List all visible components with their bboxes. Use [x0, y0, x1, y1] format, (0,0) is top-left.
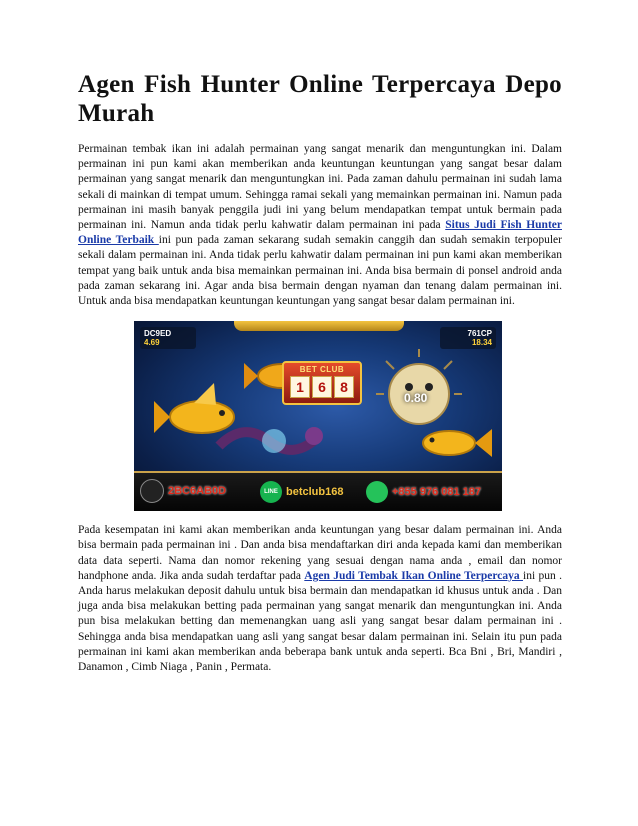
bet-club-digit: 8 [334, 376, 354, 398]
player-right-points: 18.34 [471, 338, 492, 348]
player-right-code: 761CP [467, 329, 492, 339]
contact-bar [134, 471, 502, 511]
bet-club-logo [282, 361, 362, 405]
player-right-hud [440, 327, 496, 349]
whatsapp-icon [366, 481, 388, 503]
situs-judi-fish-hunter-link[interactable]: Situs Judi Fish Hunter Online Terbaik [78, 219, 562, 247]
whatsapp-number: +855 976 081 187 [392, 486, 482, 499]
line-contact [260, 481, 343, 503]
bbm-contact [140, 479, 226, 503]
whatsapp-contact [366, 481, 481, 503]
player-left-code: DC9ED [144, 329, 172, 339]
bet-club-digits [284, 376, 360, 398]
bet-club-digit: 1 [290, 376, 310, 398]
right-gold-fish-icon [414, 421, 494, 466]
bet-club-title: BET CLUB [299, 365, 345, 375]
top-ribbon [234, 321, 404, 331]
player-left-hud [140, 327, 196, 349]
intro-paragraph [78, 142, 562, 309]
game-screenshot-image [134, 321, 502, 511]
intro-text-before-link: Permainan tembak ikan ini adalah permainan yang sangat menarik dan menguntungkan ini. Dalam permainan ini pun kami akan memberikan anda keuntungan keuntungan yang sangat besar dalam permainan yang sangat menarik dan menguntungkan ini. Pada zaman dahulu permainan ini sudah lama sekali di mainkan di tempat umum. Sehingga ramai sekali yang memainkan permainan ini. Namun pada permainan ini masih banyak penggila judi ini yang belum mendapatkan tempat untuk bermain pada permainan ini. Namun anda tidak perlu kahwatir dalam permainan ini pada [78, 143, 562, 232]
bet-club-digit: 6 [312, 376, 332, 398]
page-title: Agen Fish Hunter Online Terpercaya Depo Murah [78, 71, 562, 127]
intro-text-after-link: ini pun pada zaman sekarang sudah semakin canggih dan sudah semakin terpopuler sekali dalam permainan ini. Anda tidak perlu kahwatir dalam permainan ini pun kami akan memberikan tempat yang baik untuk anda bisa memainkan permainan ini. Anda bisa bermain di ponsel android anda pada zaman sekarang ini. Agar anda bisa bermain dengan nyaman dan tenang dalam permainan ini. Untuk anda bisa mendapatkan keuntungan keuntungan yang sangat besar dalam permainan ini. [78, 234, 562, 308]
line-app-icon: LINE [260, 481, 282, 503]
agen-judi-tembak-ikan-link[interactable]: Agen Judi Tembak Ikan Online Terpercaya [304, 569, 524, 582]
document-page [78, 70, 562, 675]
dragon-creature-icon [214, 416, 324, 466]
blackberry-messenger-icon [140, 479, 164, 503]
multiplier-value: 0.80 [404, 391, 428, 406]
player-left-points: 4.69 [144, 338, 160, 348]
bbm-pin: 2BC6AB0D [168, 485, 227, 498]
line-id: betclub168 [286, 486, 344, 499]
registration-paragraph [78, 523, 562, 675]
registration-text-after-link: ini pun . Anda harus melakukan deposit dahulu untuk bisa bermain dan mendapatkan id khusus untuk anda . Dan juga anda bisa melakukan betting pada permainan yang sangat menarik dan menguntungkan ini. Anda pun bisa melakukan betting dan memenangkan uang asli yang sangat besar dalam permainan ini . Sehingga anda bisa mendapatkan uang asli yang sangat besar dalam permainan ini. Selain itu pun pada permainan ini kami akan memberikan anda beberapa bank untuk anda seperti. Bca Bni , Bri, Mandiri , Danamon , Cimb Niaga , Panin , Permata. [78, 569, 563, 674]
registration-text-before-link: Pada kesempatan ini kami akan memberikan anda keuntungan yang besar dalam permainan ini. Anda bisa bermain pada permainan ini . Dan anda bisa mendaftarkan diri anda kepada kami dan memberikan data data seperti. Nama dan nomor rekening yang sesuai dengan nama anda , email dan nomor handphone anda. Jika anda sudah terdaftar pada [78, 524, 562, 582]
